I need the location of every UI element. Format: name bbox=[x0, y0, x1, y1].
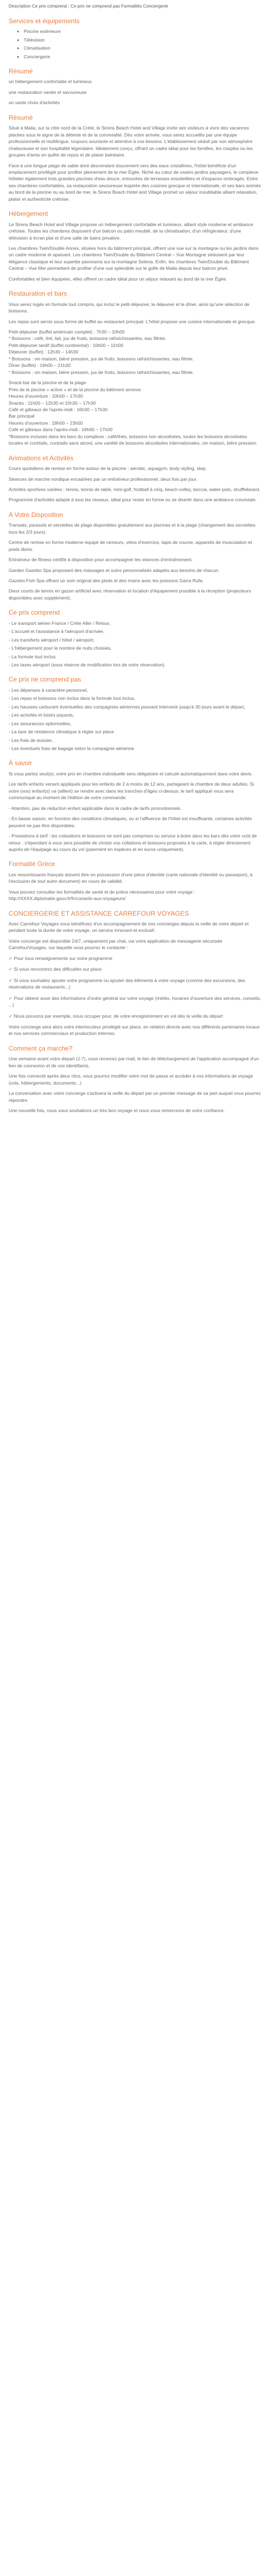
amenities-title: A Votre Disposition bbox=[9, 510, 63, 519]
description-breadcrumb: Description Ce prix comprend ; Ce prix ne comprend pas Formalités Conciergerie bbox=[9, 4, 168, 9]
summary-line: une restauration variée et savoureuse bbox=[9, 89, 87, 95]
check-item: ✓ Si vous souhaitez ajouter votre programme ou ajouter des éléments à votre voyage (comme des excursions, des réservations de restaurants...) bbox=[9, 977, 246, 990]
summary-paragraph: Situé à Malia, sur la côte nord de la Crète, le Sirens Beach Hotel and Village invite ses visiteurs à vivre des vacances placées sous le signe de la détente et de la convivialité. Dès votre arrivée, vous serez accueillis par une équipe professionnelle et multilingue, toujours souriante et attentive à vos besoins. L'établissement séduit par son atmosphère chaleureuse et son hospitalité légendaire. Idéalement conçu, offrant un cadre idéal pour les familles, les couples ou les groupes d'amis en quête de repos et de plaisir balnéaire. bbox=[9, 125, 253, 158]
activities-paragraph: Activités sportives variées : tennis, tennis de table, mini-golf, football à cinq, beach-volley, boccia, water-polo, shuffleboard. bbox=[9, 486, 260, 492]
list-item: - Les éventuels frais de bagage selon la compagnie aérienne bbox=[9, 746, 134, 752]
services-title: Services et équipements bbox=[9, 17, 80, 25]
schedule-line: Heures d'ouverture : 10h00 – 17h30 bbox=[9, 393, 83, 399]
list-item: - La formule tout inclus bbox=[9, 653, 56, 659]
formalities-paragraph: Vous pouvez consulter les formalités de santé et de police nécessaires pour votre voyage : http://XXXX.diplomatie.gouv.fr/fr/conseils-aux-voyageurs/ bbox=[9, 889, 195, 902]
accommodation-title: Hébergement bbox=[9, 210, 48, 218]
service-item: • Piscine extérieure bbox=[24, 28, 261, 35]
amenities-paragraph: Deux courts de tennis en gazon artificiel avec réservation et location d'équipement possible à la réception (projecteurs disponibles avec supplément). bbox=[9, 588, 251, 601]
product-details bbox=[0, 0, 270, 1134]
list-item: - Le transport aérien France / Crète Aller / Retour, bbox=[9, 620, 111, 626]
schedule-line: Café et gâteaux dans l'après-midi : 16h00 – 17h00 bbox=[9, 427, 113, 433]
schedule-line: *Boissons incluses dans les bars du complexe : café/thés, boissons non alcoolisées, toutes les boissons alcoolisées locales et cocktails, cocktails sans alcool, une variété de boissons alcoolisées internationales, vin maison, bière pression. bbox=[9, 433, 258, 446]
price-excludes-list bbox=[9, 687, 261, 752]
good-to-know-paragraph: Si vous partez seul(e), votre prix en chambre individuelle sera obligatoire et calculé automatiquement dans votre devis. bbox=[9, 771, 253, 776]
activities-paragraph: Cours quotidiens de remise en forme autour de la piscine : aérobic, aquagym, body styling, step. bbox=[9, 466, 207, 472]
accommodation-paragraph: Confortables et bien équipées, elles offrent un cadre idéal pour un séjour relaxant au bord de la mer Égée. bbox=[9, 276, 227, 282]
schedule-line: Dîner (buffet) : 19h00 – 21h30 bbox=[9, 363, 71, 369]
list-item: - Les dépenses à caractère personnel, bbox=[9, 687, 88, 693]
services-list bbox=[9, 28, 261, 60]
amenities-paragraph: Entraîneur de fitness certifié à disposition pour accompagner les séances d'entraînement. bbox=[9, 557, 193, 563]
service-item: • Conciergerie bbox=[24, 53, 261, 60]
good-to-know-paragraph: - Attention, pas de réduction enfant applicable dans le cadre de tarifs promotionnels. bbox=[9, 805, 182, 811]
list-item: - Les taxes aéroport (sous réserve de modification lors de votre réservation) bbox=[9, 662, 165, 668]
good-to-know-paragraph: - En basse saison, en fonction des conditions climatiques, ou si l'affluence de l'hôtel est insuffisante, certaines activités peuvent ne pas être disponibles. bbox=[9, 816, 252, 828]
list-item: - La taxe de résidence climatique à régler sur place bbox=[9, 729, 114, 735]
list-item: - Les hausses carburant éventuelles des compagnies aériennes pouvant intervenir jusqu'à 30 jours avant le départ, bbox=[9, 704, 245, 710]
list-item: - Les transferts aéroport / hôtel / aéroport, bbox=[9, 637, 95, 643]
concierge-paragraph: Votre concierge sera alors votre interlocuteur privilégié sur place, en relation directe avec nos différents partenaires locaux et nos services commerciaux et production internes. bbox=[9, 1024, 260, 1037]
amenities-paragraph: Transats, parasols et serviettes de plage disponibles gratuitement aux piscines et à la plage (changement des serviettes tous les 2/3 jours). bbox=[9, 522, 255, 535]
good-to-know-paragraph: - Prestations à tarif : les cotisations et boissons ne sont pas comprises ou service à boire dans les bars dès votre coût de retour : s'épendant à vous sera possible de choisir vos collations et boissons proposés à la carte, à régler directement auprès de l'équipage au cours du vol (paiement en espèces et en euros uniquement). bbox=[9, 833, 257, 852]
list-item: - Les repas et boissons non inclus dans la formule tout inclus, bbox=[9, 696, 136, 701]
price-excludes-title: Ce prix ne comprend pas bbox=[9, 676, 82, 684]
service-item: • Télévision bbox=[24, 37, 261, 43]
how-it-works-paragraph: Une fois connecté après deux clics, vous pourrez modifier votre mot de passe et accéder à vos informations de voyage (vols, hébergements, documents...) bbox=[9, 1073, 253, 1086]
concierge-paragraph: Avec Carrefour Voyages vous bénéficiez d'un accompagnement de nos concierges depuis la veille de votre départ et pendant toute la durée de votre voyage, un service innovant et exclusif. bbox=[9, 921, 249, 933]
schedule-line: * Boissons : vin maison, bière pression, jus de fruits, boissons rafraîchissantes, eau filtrée. bbox=[9, 369, 194, 375]
formalities-paragraph: Les ressortissants français doivent être en possession d'une pièce d'identité (carte nationale d'identité ou passeport), à l'exclusion de tout autre document) en cours de validité. bbox=[9, 871, 253, 884]
activities-paragraph: Séances de marche nordique encadrées par un entraîneur professionnel, deux fois par jour. bbox=[9, 476, 198, 482]
list-item: - Les activités et loisirs payants, bbox=[9, 712, 75, 718]
concierge-paragraph: Votre concierge est disponible 24/7, uniquement par chat, via votre application de messagerie sécurisée CarrefourVoyages, sur laquelle vous pourrez le contacter : bbox=[9, 938, 222, 951]
list-item: - L'hébergement pour le nombre de nuits choisies, bbox=[9, 645, 112, 651]
dining-schedule bbox=[9, 329, 261, 376]
check-item: ✓ Nous pouvons par exemple, nous occuper pour, de votre enregistrement en vol dès la veille du départ bbox=[9, 1013, 223, 1019]
amenities-paragraph: Centre de remise en forme moderne équipé de rameurs, vélos d'exercice, tapis de course, appareils de musculation et poids libres. bbox=[9, 540, 252, 552]
accommodation-paragraph: Les chambres Twin/Double Annex, situées hors du bâtiment principal, offrent une vue sur la montagne ou les jardins dans un cadre moderne et apaisant. Les chambres Twin/Double du Bâtiment Central – Vue Montagne séduisent par leur élégance classique et leur superbe panorama sur la montagne Selena. Enfin, les chambres Twin/Double du Bâtiment Central – Vue Mer permettent de profiter d'une vue splendide sur le golfe de Malia depuis leur balcon privé. bbox=[9, 245, 259, 271]
how-it-works-title: Comment ça marche? bbox=[9, 1044, 73, 1052]
schedule-line: * Boissons : café, thé, lait, jus de fruits, boissons rafraîchissantes, eau filtrée. bbox=[9, 336, 166, 342]
summary-line: un vaste choix d'activités bbox=[9, 100, 60, 106]
schedule-line: Café et gâteaux de l'après-midi : 16h30 – 17h30 bbox=[9, 406, 108, 412]
check-item: ✓ Si vous rencontrez des difficultés sur place bbox=[9, 966, 102, 972]
list-item: - L'accueil et l'assistance à l'aéroport d'arrivée, bbox=[9, 629, 105, 635]
schedule-line: * Boissons : vin maison, bière pression, jus de fruits, boissons rafraîchissantes, eau filtrée. bbox=[9, 356, 194, 362]
price-includes-list bbox=[9, 620, 261, 669]
amenities-paragraph: Gazebo Fish Spa offrant un soin original des pieds et des mains avec les poissons Garra Rufa. bbox=[9, 578, 204, 583]
check-item: ✓ Pour obtenir avoir des informations d'ordre général sur votre voyage (météo, horaires d'ouverture des services, conseils, ...) bbox=[9, 995, 261, 1008]
list-item: - Les frais de dossier, bbox=[9, 737, 53, 743]
bar-schedule bbox=[9, 379, 261, 447]
summary-title: Résumé bbox=[9, 67, 33, 76]
formalities-title: Formalité Grèce bbox=[9, 860, 56, 868]
how-it-works-paragraph: La conversation avec votre concierge s'activera la veille du départ par un premier message de sa part auquel vous pourrez répondre. bbox=[9, 1091, 261, 1103]
dining-paragraph: Vous serez logés en formule tout compris, qui inclut le petit-déjeuner, le déjeuner et le dîner, ainsi qu'une sélection de boissons. bbox=[9, 301, 249, 314]
amenities-paragraph: Garden Gazebo Spa proposant des massages et soins personnalisés adaptés aux besoins de chacun. bbox=[9, 567, 220, 573]
dining-title: Restauration et bars bbox=[9, 290, 68, 298]
dining-paragraph: Les repas sont servis sous forme de buffet au restaurant principal. L'hôtel propose une cuisine internationale et grecque. bbox=[9, 318, 256, 324]
schedule-line: Heures d'ouverture : 18h00 – 23h00 bbox=[9, 420, 83, 426]
schedule-line: Déjeuner (buffet) : 12h30 – 14h30 bbox=[9, 349, 78, 355]
schedule-line: Prés de la piscine « active » et de la piscine du bâtiment annexe. bbox=[9, 386, 142, 392]
price-includes-title: Ce prix comprend bbox=[9, 609, 60, 617]
list-item: - Les assurances optionnelles, bbox=[9, 720, 72, 726]
schedule-line: Bar principal bbox=[9, 413, 35, 419]
summary-detail-title: Résumé bbox=[9, 113, 33, 121]
activities-title: Animations et Activités bbox=[9, 454, 74, 462]
schedule-line: Petit-déjeuner (buffet américain complet) : 7h30 – 10h00 bbox=[9, 329, 125, 335]
schedule-line: Snack-bar de la piscine et de la plage bbox=[9, 380, 86, 386]
check-item: ✓ Pour tous renseignements sur votre programme bbox=[9, 955, 113, 961]
activities-paragraph: Programme d'activités adapté à tous les niveaux, idéal pour rester en forme ou se divertir dans une ambiance conviviale. bbox=[9, 497, 257, 503]
schedule-line: Snacks : 11h00 – 12h30 et 15h30 – 17h30 bbox=[9, 400, 96, 406]
concierge-title: CONCIERGERIE ET ASSISTANCE CARREFOUR VOYAGES bbox=[9, 909, 189, 917]
good-to-know-title: À savoir bbox=[9, 759, 32, 767]
concierge-services-list bbox=[9, 955, 261, 1019]
service-item: • Climatisation bbox=[24, 45, 261, 51]
how-it-works-paragraph: Une nouvelle fois, nous vous souhaitons un très bon voyage et nous vous remercions de votre confiance. bbox=[9, 1108, 225, 1113]
summary-paragraph: Face à une longue plage de sable doré descendant doucement vers des eaux cristallines, l'hôtel bénéficie d'un emplacement privilégié pour profiter pleinement de la mer Égée. Niché au cœur de vastes jardins paysagers, le complexe hôtelier également trois grandes piscines d'eau douce, entourées de terrasses ensoleillées et d'espaces ombragés. Entre ses chambres confortables, sa restauration savoureuse inspirée des cuisines grecque et internationale, et ses bars animés au bord de la piscine ou au bord de mer, le Sirens Beach Hotel and Village promet un séjour inoubliable alliant relaxation, plaisir et authenticité crétoise. bbox=[9, 162, 261, 202]
how-it-works-paragraph: Une semaine avant votre départ (J-7), vous recevrez par mail, le lien de téléchargement de l'application accompagné d'un lien de connexion et de vos identifiants. bbox=[9, 1056, 259, 1068]
good-to-know-paragraph: Les tarifs enfants venant appliqués pour les enfants de 2 à moins de 12 ans, partageant la chambre de deux adultes. Si votre (vos) enfant(s) va (aillent) se rendre avec dans les tranches d'âges ci-dessus, le tarif appliqué vous sera communiqué au moment de l'édition de votre commande. bbox=[9, 781, 254, 801]
summary-line: un hébergement confortable et lumineux bbox=[9, 79, 92, 85]
schedule-line: Petit-déjeuner tardif (buffet continental) : 10h00 – 11h00 bbox=[9, 342, 124, 348]
accommodation-paragraph: Le Sirens Beach Hotel and Village propose un hébergement confortable et lumineux, alliant style moderne et ambiance crétoise. Toutes les chambres disposent d'un balcon ou patio meublé, de la climatisation, d'un réfrigérateur, d'une télévision à écran plat et d'une salle de bains privative. bbox=[9, 221, 253, 241]
